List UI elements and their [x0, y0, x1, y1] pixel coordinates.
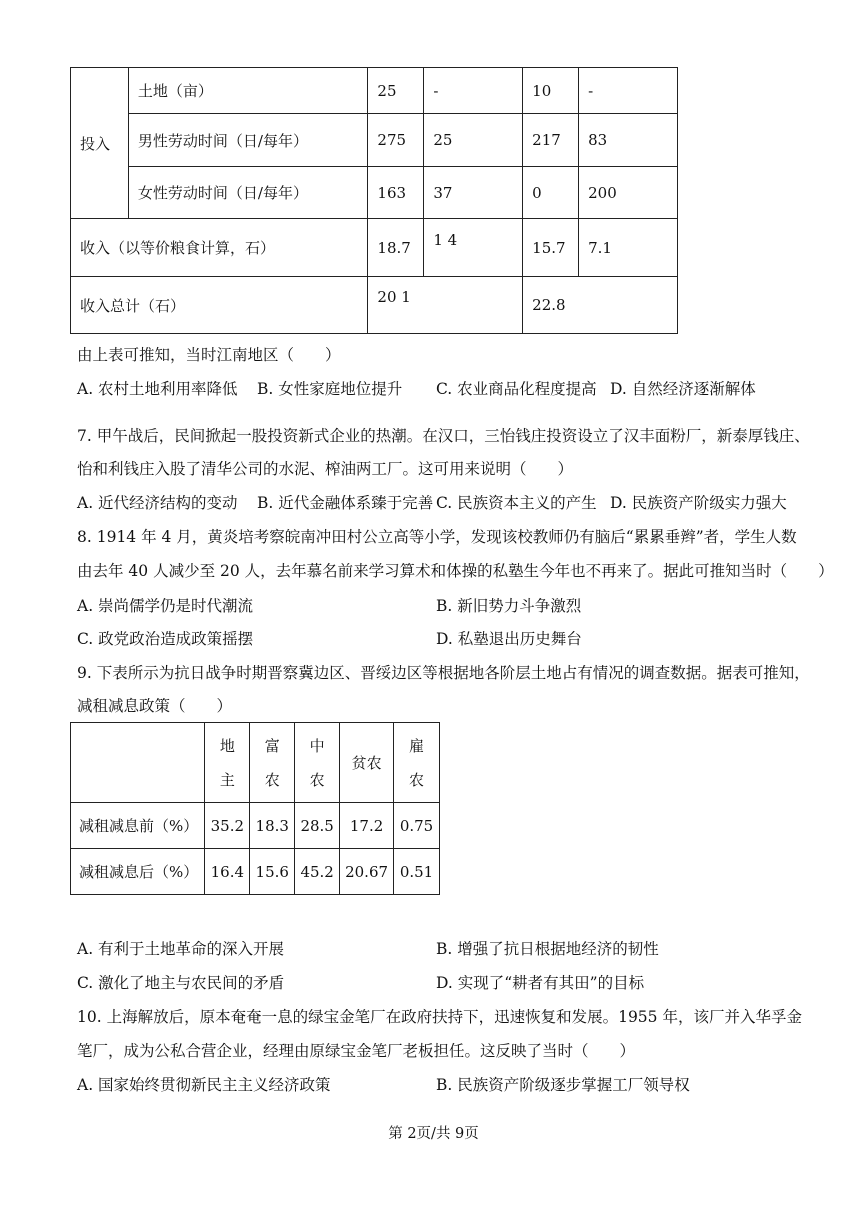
option-c: C. 激化了地主与农民间的矛盾 [77, 974, 285, 992]
row-label: 减租减息前（%） [71, 803, 205, 849]
table-cell: 7.1 [579, 219, 678, 277]
table-cell: 17.2 [340, 803, 394, 849]
option-a: A. 有利于土地革命的深入开展 [77, 940, 285, 958]
options-row [0, 377, 867, 399]
option-a: A. 崇尚儒学仍是时代潮流 [77, 597, 254, 615]
option-d: D. 民族资产阶级实力强大 [610, 494, 787, 512]
table-cell: 28.5 [295, 803, 340, 849]
table-cell: 10 [523, 68, 579, 114]
option-d: D. 自然经济逐渐解体 [610, 380, 756, 398]
option-c: C. 农业商品化程度提高 [436, 380, 597, 398]
options-row [0, 937, 867, 959]
table-row [71, 167, 678, 219]
land-table [70, 722, 440, 895]
question-stem-line: 减租减息政策（ ） [77, 697, 233, 715]
row-label: 男性劳动时间（日/每年） [128, 114, 368, 167]
row-label: 收入（以等价粮食计算，石） [71, 219, 368, 277]
row-label: 土地（亩） [128, 68, 368, 114]
table-cell: 25 [424, 114, 523, 167]
option-b: B. 新旧势力斗争激烈 [436, 597, 582, 615]
group-label: 投入 [71, 68, 129, 219]
row-label: 减租减息后（%） [71, 849, 205, 895]
option-b: B. 增强了抗日根据地经济的韧性 [436, 940, 659, 958]
table-cell: 18.7 [368, 219, 424, 277]
page-footer: 第 2页/共 9页 [388, 1126, 479, 1142]
options-row [0, 627, 867, 649]
option-a: A. 国家始终贯彻新民主主义经济政策 [77, 1076, 331, 1094]
table-cell: - [424, 68, 523, 114]
option-b: B. 民族资产阶级逐步掌握工厂领导权 [436, 1076, 690, 1094]
options-row [0, 1073, 867, 1095]
table-row [71, 114, 678, 167]
options-row [0, 491, 867, 513]
cell-value: 1 4 [433, 230, 458, 249]
table-cell: 16.4 [205, 849, 250, 895]
table-cell: - [579, 68, 678, 114]
table-cell: 35.2 [205, 803, 250, 849]
table-cell: 15.6 [250, 849, 295, 895]
table-cell: 163 [368, 167, 424, 219]
column-header: 雇 农 [394, 723, 440, 803]
cell-value: 20 1 [377, 288, 411, 306]
table-cell: 18.3 [250, 803, 295, 849]
table-header-row [71, 723, 440, 803]
table-cell: 83 [579, 114, 678, 167]
table-cell: 275 [368, 114, 424, 167]
question-stem-line: 笔厂，成为公私合营企业，经理由原绿宝金笔厂老板担任。这反映了当时（ ） [77, 1042, 636, 1060]
option-d: D. 私塾退出历史舞台 [436, 630, 582, 648]
table-cell: 0 [523, 167, 579, 219]
table-row [71, 803, 440, 849]
question-stem-line: 7. 甲午战后，民间掀起一股投资新式企业的热潮。在汉口，三怡钱庄投资设立了汉丰面粉厂，新泰厚钱庄、 [77, 427, 810, 445]
option-a: A. 近代经济结构的变动 [77, 494, 238, 512]
table-cell: 22.8 [523, 277, 678, 334]
question-stem-line: 9. 下表所示为抗日战争时期晋察冀边区、晋绥边区等根据地各阶层土地占有情况的调查数据。据表可推知， [77, 664, 810, 682]
option-a: A. 农村土地利用率降低 [77, 380, 238, 398]
table-cell: 20.67 [340, 849, 394, 895]
table-cell: 200 [579, 167, 678, 219]
table-cell: 0.75 [394, 803, 440, 849]
table-cell: 0.51 [394, 849, 440, 895]
question-stem-line: 由去年 40 人减少至 20 人，去年慕名前来学习算术和体操的私塾生今年也不再来了。据此可推知当时（ ） [77, 562, 834, 580]
options-row [0, 594, 867, 616]
table-row [71, 68, 678, 114]
table-cell [424, 219, 523, 277]
table-row [71, 277, 678, 334]
income-table [70, 67, 678, 334]
option-d: D. 实现了“耕者有其田”的目标 [436, 974, 645, 992]
table-cell: 45.2 [295, 849, 340, 895]
table-cell: 217 [523, 114, 579, 167]
table-row [71, 849, 440, 895]
table-cell: 37 [424, 167, 523, 219]
table-cell: 15.7 [523, 219, 579, 277]
question-stem-line: 10. 上海解放后，原本奄奄一息的绿宝金笔厂在政府扶持下，迅速恢复和发展。1955 年，该厂并入华孚金 [77, 1008, 802, 1026]
row-label: 女性劳动时间（日/每年） [128, 167, 368, 219]
column-header: 富 农 [250, 723, 295, 803]
question-stem: 由上表可推知，当时江南地区（ ） [77, 346, 341, 364]
column-header: 地 主 [205, 723, 250, 803]
column-header: 中 农 [295, 723, 340, 803]
table-cell: 25 [368, 68, 424, 114]
question-stem-line: 8. 1914 年 4 月，黄炎培考察皖南冲田村公立高等小学，发现该校教师仍有脑后“累累垂辫”者，学生人数 [77, 528, 797, 546]
table-cell [368, 277, 523, 334]
option-c: C. 民族资本主义的产生 [436, 494, 597, 512]
question-stem-line: 怡和利钱庄入股了清华公司的水泥、榨油两工厂。这可用来说明（ ） [77, 460, 574, 478]
option-c: C. 政党政治造成政策摇摆 [77, 630, 254, 648]
option-b: B. 近代金融体系臻于完善 [257, 494, 434, 512]
table-corner [71, 723, 205, 803]
row-label: 收入总计（石） [71, 277, 368, 334]
options-row [0, 971, 867, 993]
option-b: B. 女性家庭地位提升 [257, 380, 403, 398]
column-header: 贫农 [340, 723, 394, 803]
table-row [71, 219, 678, 277]
